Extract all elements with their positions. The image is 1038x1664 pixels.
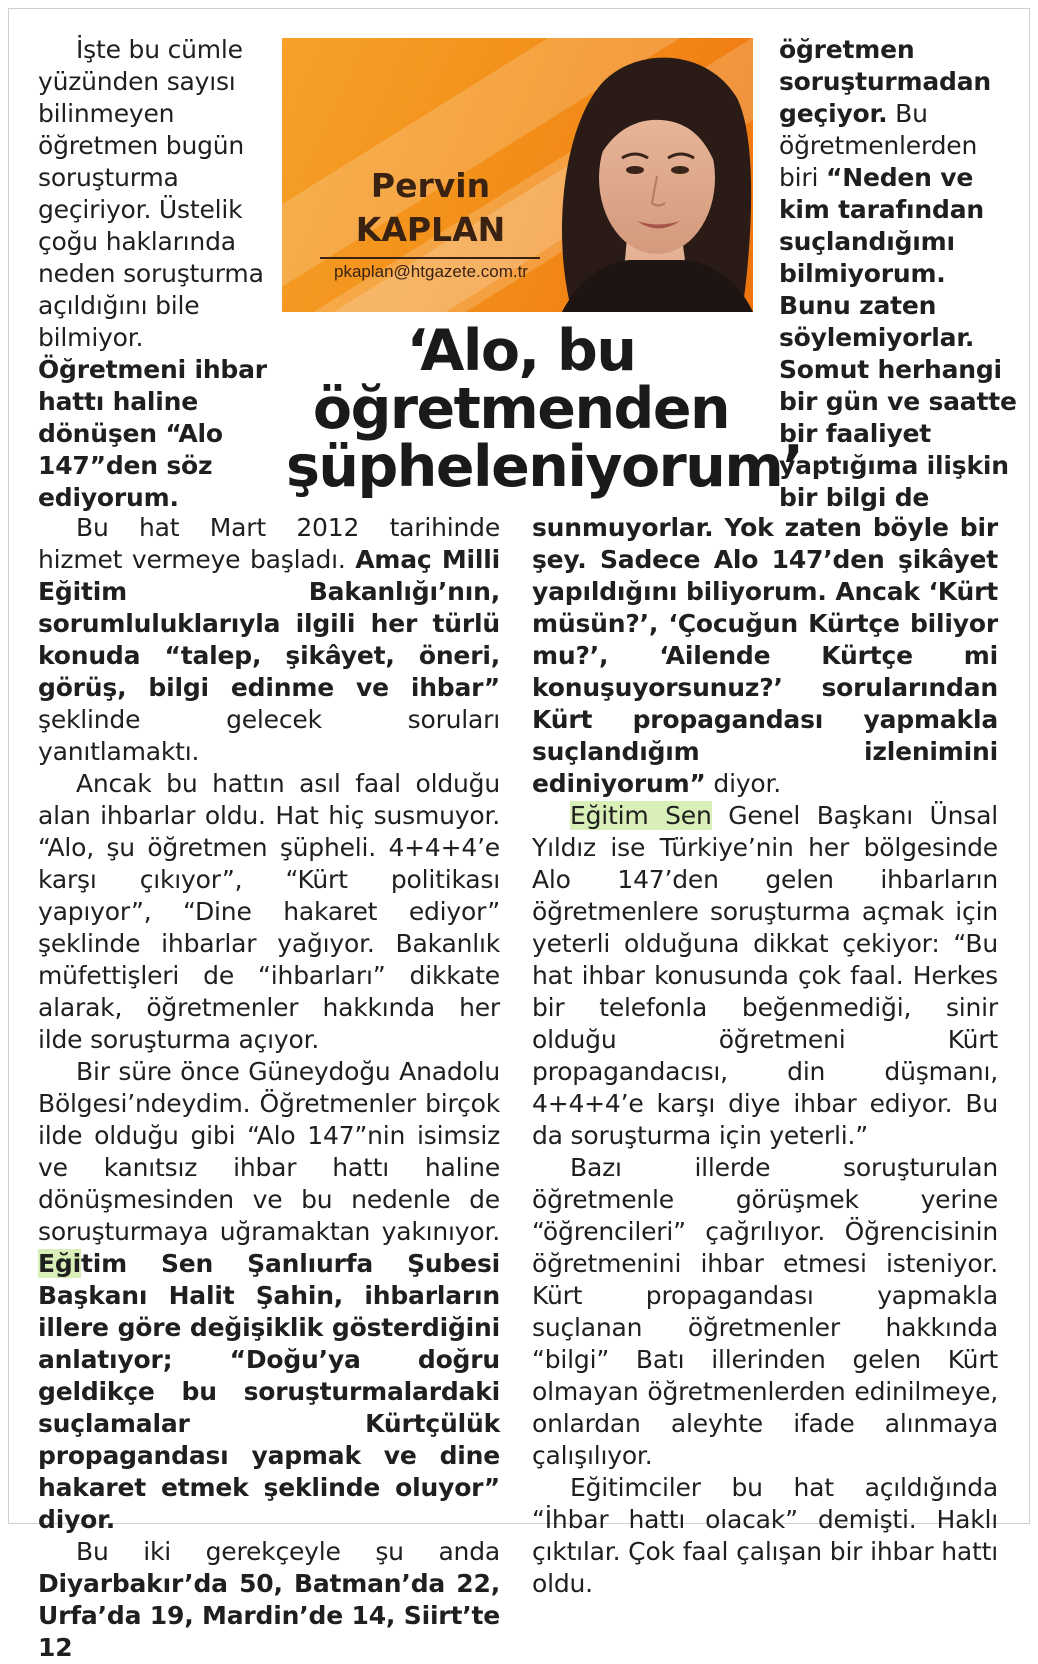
text-run: tim Sen Şanlıurfa Şubesi Başkanı Halit Şahin, ihbarların illere göre değişiklik gösterdiğini anlatıyor; “Doğu’ya doğru geldikçe bu soruşturmalardaki suçlamalar Kürtçülük propagandası yapmak ve dine hakaret etmek şeklinde oluyor” diyor. <box>38 1249 500 1534</box>
text-line: dönüşen “Alo <box>38 419 223 448</box>
highlighted-text: Eğitim Sen <box>570 801 712 830</box>
text-line: Öğretmeni ihbar <box>38 355 267 384</box>
author-last-name: KAPLAN <box>355 210 506 249</box>
text-line: öğretmen bugün <box>38 131 245 160</box>
author-email: pkaplan@htgazete.com.tr <box>334 262 528 281</box>
text-line: bilmiyorum. <box>779 259 946 288</box>
text-line: öğretmen <box>779 35 915 64</box>
text-line: neden soruşturma <box>38 259 264 288</box>
author-portrait <box>532 38 753 312</box>
highlighted-text: Eği <box>38 1249 81 1278</box>
text-line: söylemiyorlar. <box>779 323 975 352</box>
right-body-column <box>532 512 998 1600</box>
text-run: geçiyor. <box>779 99 888 128</box>
text-line: 147”den söz <box>38 451 213 480</box>
text-line: yüzünden sayısı <box>38 67 236 96</box>
paragraph <box>38 1536 500 1664</box>
text-line: soruşturmadan <box>779 67 992 96</box>
text-line: geçiriyor. Üstelik <box>38 195 243 224</box>
text-run: Diyarbakır’da 50, Batman’da 22, Urfa’da 19, Mardin’de 14, Siirt’te 12 <box>38 1569 500 1662</box>
headline-line: öğretmenden <box>312 376 730 442</box>
headline-line: ‘Alo, bu <box>406 318 636 384</box>
text-line: çoğu haklarında <box>38 227 236 256</box>
text-run: Bir süre önce Güneydoğu Anadolu Bölgesi’ndeydim. Öğretmenler birçok ilde olduğu gibi “Alo 147”nin isimsiz ve kanıtsız ihbar hattı haline dönüşmesinden ve bu nedenle de soruşturmaya uğramaktan yakınıyor. <box>38 1057 500 1246</box>
right-top-column <box>779 34 1019 514</box>
paragraph <box>532 800 998 1152</box>
text-line: suçlandığımı <box>779 227 955 256</box>
paragraph: Ancak bu hattın asıl faal olduğu alan ihbarlar oldu. Hat hiç susmuyor. “Alo, şu öğretmen şüpheli. 4+4+4’e karşı çıkıyor”, “Kürt politikası yapıyor”, “Dine hakaret ediyor” şeklinde ihbarlar yağıyor. Bakanlık müfettişleri de “ihbarları” dikkate alarak, öğretmenler hakkında her ilde soruşturma açıyor. <box>38 769 500 1054</box>
paragraph: Eğitimciler bu hat açıldığında “İhbar hattı olacak” demişti. Haklı çıktılar. Çok faal çalışan bir ihbar hattı oldu. <box>532 1473 998 1598</box>
text-line: ediyorum. <box>38 483 179 512</box>
text-line: hattı haline <box>38 387 199 416</box>
paragraph <box>532 512 998 800</box>
text-line: bir gün ve saatte <box>779 387 1017 416</box>
headline <box>286 318 803 500</box>
text-run: sunmuyorlar. Yok zaten böyle bir şey. Sadece Alo 147’den şikâyet yapıldığını biliyorum. Ancak ‘Kürt müsün?’, ‘Çocuğun Kürtçe biliyor mu?’, ‘Ailende Kürtçe mi konuşuyorsunuz?’ sorularından Kürt propagandası yapmakla suçlandığım izlenimini ediniyorum” <box>532 513 998 798</box>
text-line: bilmiyor. <box>38 323 144 352</box>
text-line: İşte bu cümle <box>76 35 243 64</box>
text-line: öğretmenlerden <box>779 131 978 160</box>
text-line: Bunu zaten <box>779 291 937 320</box>
author-divider <box>320 257 540 259</box>
paragraph <box>38 1056 500 1536</box>
text-line: bilinmeyen <box>38 99 175 128</box>
text-line: bir bilgi de <box>779 483 930 512</box>
text-run: şeklinde gelecek soruları yanıtlamaktı. <box>38 705 500 766</box>
text-run: Genel Başkanı Ünsal Yıldız ise Türkiye’nin her bölgesinde Alo 147’den gelen ihbarların öğretmenlere soruşturma açmak için yeterli olduğuna dikkat çekiyor: “Bu hat ihbar konusunda çok faal. Herkes bir telefonla beğenmediği, sinir olduğu öğretmeni Kürt propagandacısı, din düşmanı, 4+4+4’e karşı diye ihbar ediyor. Bu da soruşturma için yeterli.” <box>532 801 998 1150</box>
left-top-column <box>38 34 278 514</box>
text-line: kim tarafından <box>779 195 984 224</box>
text-line: açıldığını bile <box>38 291 200 320</box>
paragraph <box>38 512 500 768</box>
left-body-column <box>38 512 500 1664</box>
headline-line: şüpheleniyorum’ <box>286 434 803 500</box>
author-first-name: Pervin <box>370 166 491 205</box>
text-line: bir faaliyet <box>779 419 932 448</box>
text-line: yaptığıma ilişkin <box>779 451 1009 480</box>
text-run: biri <box>779 163 826 192</box>
text-run: Amaç Milli Eğitim Bakanlığı’nın, sorumluluklarıyla ilgili her türlü konuda “talep, şikâyet, öneri, görüş, bilgi edinme ve ihbar” <box>38 545 500 702</box>
author-header <box>282 38 753 312</box>
text-run: “Neden ve <box>826 163 974 192</box>
paragraph: Bazı illerde soruşturulan öğretmenle görüşmek yerine “öğrencileri” çağrılıyor. Öğrencisinin öğretmenini ihbar etmesi isteniyor. Kürt propagandası yapmakla suçlanan öğretmenler hakkında “bilgi” Batı illerinden gelen Kürt olmayan öğretmenlerden edinilmeye, onlardan aleyhte ifade alınmaya çalışılıyor. <box>532 1153 998 1470</box>
text-run: Bu hat Mart 2012 tarihinde hizmet vermeye başladı. <box>38 513 500 574</box>
text-run: Bu iki gerekçeyle şu anda <box>76 1537 500 1566</box>
text-run: Bu <box>887 99 928 128</box>
text-run: diyor. <box>705 769 782 798</box>
text-line: soruşturma <box>38 163 179 192</box>
text-line: Somut herhangi <box>779 355 1002 384</box>
